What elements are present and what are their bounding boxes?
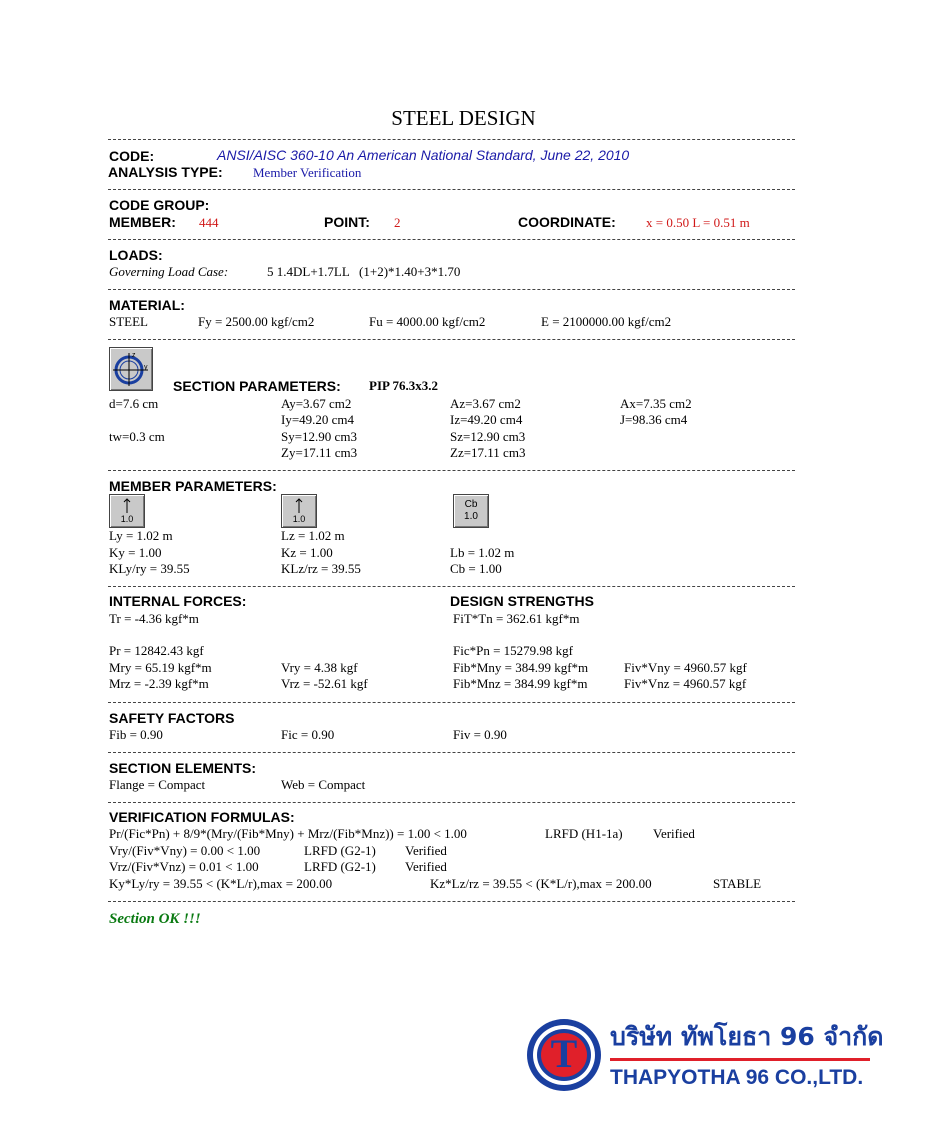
analysis-type-label: ANALYSIS TYPE:: [108, 164, 223, 180]
governing-load-case-label: Governing Load Case:: [109, 264, 229, 279]
force-vry: Vry = 4.38 kgf: [281, 660, 358, 675]
separator: [108, 586, 795, 587]
strength-ficpn: Fic*Pn = 15279.98 kgf: [453, 643, 574, 658]
member-lb: Lb = 1.02 m: [450, 545, 515, 560]
code-value: ANSI/AISC 360-10 An American National Standard, June 22, 2010: [217, 147, 630, 163]
page-title: STEEL DESIGN: [391, 106, 536, 130]
icon-cb-value: 1.0: [464, 511, 478, 522]
buckling-length-z-icon: [281, 494, 317, 528]
separator: [108, 239, 795, 240]
loads-label: LOADS:: [109, 247, 163, 263]
formula-1-ref: LRFD (H1-1a): [545, 826, 623, 841]
section-name: PIP 76.3x3.2: [369, 378, 438, 393]
force-mrz: Mrz = -2.39 kgf*m: [109, 676, 209, 691]
member-label: MEMBER:: [109, 214, 176, 230]
company-thai-name: บริษัท ทัพโยธา 96 จำกัด: [610, 1022, 884, 1051]
section-sy: Sy=12.90 cm3: [281, 429, 357, 444]
icon-cb-label: Cb: [464, 499, 478, 510]
strength-fivvnz: Fiv*Vnz = 4960.57 kgf: [624, 676, 747, 691]
separator: [108, 189, 795, 190]
strength-fibmnz: Fib*Mnz = 384.99 kgf*m: [453, 676, 588, 691]
material-label: MATERIAL:: [109, 297, 185, 313]
formula-4b: Kz*Lz/rz = 39.55 < (K*L/r),max = 200.00: [430, 876, 652, 891]
analysis-type-value: Member Verification: [253, 165, 362, 180]
safety-factors-label: SAFETY FACTORS: [109, 710, 235, 726]
section-elements-label: SECTION ELEMENTS:: [109, 760, 257, 776]
member-lz: Lz = 1.02 m: [281, 528, 345, 543]
coordinate-label: COORDINATE:: [518, 214, 616, 230]
verification-formulas-label: VERIFICATION FORMULAS:: [109, 809, 295, 825]
point-label: POINT:: [324, 214, 370, 230]
safety-fic: Fic = 0.90: [281, 727, 335, 742]
member-kz: Kz = 1.00: [281, 545, 333, 560]
formula-1-status: Verified: [653, 826, 695, 841]
section-parameters-label: SECTION PARAMETERS:: [173, 378, 341, 394]
strength-fivvny: Fiv*Vny = 4960.57 kgf: [624, 660, 747, 675]
element-flange: Flange = Compact: [109, 777, 206, 792]
icon-y-value: 1.0: [120, 514, 134, 524]
formula-4-status: STABLE: [713, 876, 762, 891]
section-zz: Zz=17.11 cm3: [450, 445, 526, 460]
section-iy: Iy=49.20 cm4: [281, 412, 355, 427]
strength-fibmny: Fib*Mny = 384.99 kgf*m: [453, 660, 589, 675]
separator: [108, 901, 795, 902]
separator: [108, 339, 795, 340]
section-j: J=98.36 cm4: [620, 412, 688, 427]
internal-forces-label: INTERNAL FORCES:: [109, 593, 247, 609]
separator: [108, 752, 795, 753]
formula-2: Vry/(Fiv*Vny) = 0.00 < 1.00: [109, 843, 261, 858]
safety-fiv: Fiv = 0.90: [453, 727, 507, 742]
formula-4a: Ky*Ly/ry = 39.55 < (K*L/r),max = 200.00: [109, 876, 333, 891]
cb-coefficient-icon: [453, 494, 489, 528]
separator: [108, 289, 795, 290]
force-vrz: Vrz = -52.61 kgf: [281, 676, 368, 691]
section-tw: tw=0.3 cm: [109, 429, 165, 444]
force-pr: Pr = 12842.43 kgf: [109, 643, 204, 658]
member-cb: Cb = 1.00: [450, 561, 502, 576]
element-web: Web = Compact: [281, 777, 366, 792]
section-az: Az=3.67 cm2: [450, 396, 521, 411]
section-ay: Ay=3.67 cm2: [281, 396, 352, 411]
pipe-section-icon: [109, 347, 153, 391]
governing-load-case-value: 5 1.4DL+1.7LL (1+2)*1.40+3*1.70: [267, 264, 461, 279]
section-ax: Ax=7.35 cm2: [620, 396, 692, 411]
code-group-label: CODE GROUP:: [109, 197, 210, 213]
formula-3-status: Verified: [405, 859, 447, 874]
section-d: d=7.6 cm: [109, 396, 159, 411]
formula-2-status: Verified: [405, 843, 447, 858]
code-label: CODE:: [109, 148, 155, 164]
material-fy: Fy = 2500.00 kgf/cm2: [198, 314, 315, 329]
svg-text:y: y: [144, 364, 148, 371]
strength-fitn: FiT*Tn = 362.61 kgf*m: [453, 611, 580, 626]
material-fu: Fu = 4000.00 kgf/cm2: [369, 314, 486, 329]
formula-3-ref: LRFD (G2-1): [304, 859, 376, 874]
member-value: 444: [199, 215, 219, 230]
coordinate-value: x = 0.50 L = 0.51 m: [646, 215, 750, 230]
logo-letter: T: [550, 1031, 578, 1076]
separator: [108, 470, 795, 471]
buckling-length-y-icon: [109, 494, 145, 528]
design-strengths-label: DESIGN STRENGTHS: [450, 593, 594, 609]
section-sz: Sz=12.90 cm3: [450, 429, 526, 444]
separator: [108, 139, 795, 140]
formula-3: Vrz/(Fiv*Vnz) = 0.01 < 1.00: [109, 859, 259, 874]
svg-text:z: z: [132, 352, 136, 359]
force-tr: Tr = -4.36 kgf*m: [109, 611, 199, 626]
member-kly: KLy/ry = 39.55: [109, 561, 190, 576]
separator: [108, 702, 795, 703]
icon-z-value: 1.0: [292, 514, 306, 524]
logo-divider: [610, 1058, 870, 1061]
formula-1: Pr/(Fic*Pn) + 8/9*(Mry/(Fib*Mny) + Mrz/(Fib*Mnz)) = 1.00 < 1.00: [109, 826, 467, 841]
formula-2-ref: LRFD (G2-1): [304, 843, 376, 858]
section-zy: Zy=17.11 cm3: [281, 445, 358, 460]
safety-fib: Fib = 0.90: [109, 727, 163, 742]
member-ky: Ky = 1.00: [109, 545, 162, 560]
section-iz: Iz=49.20 cm4: [450, 412, 523, 427]
company-english-name: THAPYOTHA 96 CO.,LTD.: [610, 1066, 864, 1089]
member-ly: Ly = 1.02 m: [109, 528, 173, 543]
company-logo-icon: [526, 1018, 604, 1092]
member-parameters-label: MEMBER PARAMETERS:: [109, 478, 277, 494]
result-status: Section OK !!!: [109, 911, 201, 927]
separator: [108, 802, 795, 803]
force-mry: Mry = 65.19 kgf*m: [109, 660, 212, 675]
point-value: 2: [394, 215, 401, 230]
material-name: STEEL: [109, 314, 148, 329]
material-e: E = 2100000.00 kgf/cm2: [541, 314, 672, 329]
member-klz: KLz/rz = 39.55: [281, 561, 361, 576]
